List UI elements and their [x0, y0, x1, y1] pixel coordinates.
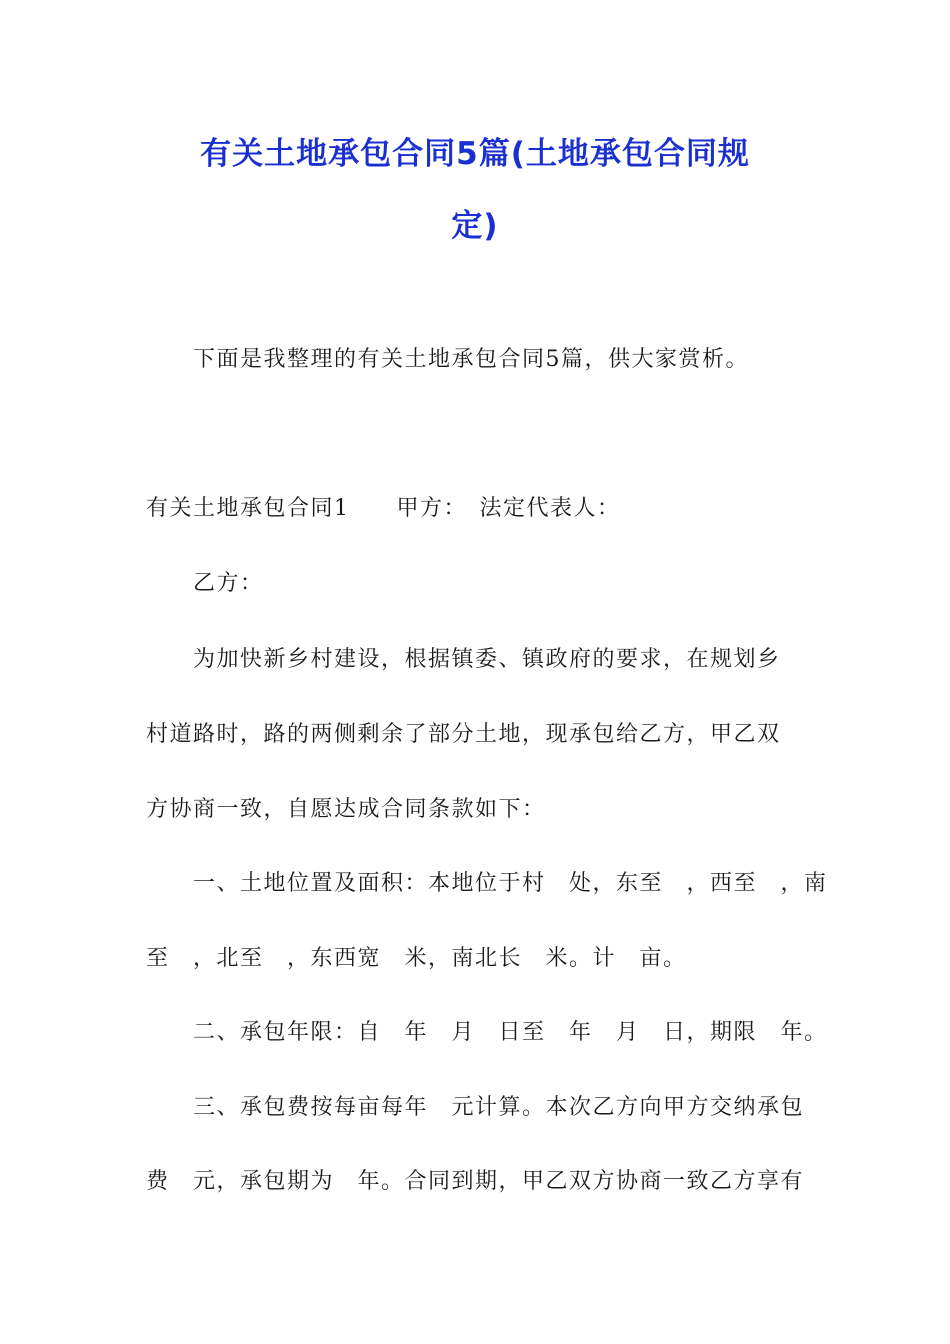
- clause-1-line: 一、土地位置及面积：本地位于村 处，东至 ，西至 ，南: [193, 871, 828, 896]
- clause-3-line: 三、承包费按每亩每年 元计算。本次乙方向甲方交纳承包: [193, 1095, 805, 1120]
- document-title-line-2: 定): [451, 208, 499, 244]
- paragraph-line: 方协商一致，自愿达成合同条款如下：: [146, 797, 546, 822]
- document-title-line-1: 有关土地承包合同5篇(土地承包合同规: [200, 136, 750, 172]
- contract-1-heading: 有关土地承包合同1 甲方： 法定代表人：: [146, 496, 621, 521]
- clause-2-line: 二、承包年限：自 年 月 日至 年 月 日，期限 年。: [193, 1020, 828, 1045]
- clause-3-line: 费 元，承包期为 年。合同到期，甲乙双方协商一致乙方享有: [146, 1169, 805, 1194]
- party-b-line: 乙方：: [193, 571, 264, 596]
- paragraph-line: 村道路时，路的两侧剩余了部分土地，现承包给乙方，甲乙双: [146, 722, 781, 747]
- clause-1-line: 至 ，北至 ，东西宽 米，南北长 米。计 亩。: [146, 946, 687, 971]
- paragraph-line: 为加快新乡村建设，根据镇委、镇政府的要求，在规划乡: [193, 647, 781, 672]
- intro-paragraph: 下面是我整理的有关土地承包合同5篇，供大家赏析。: [193, 347, 749, 372]
